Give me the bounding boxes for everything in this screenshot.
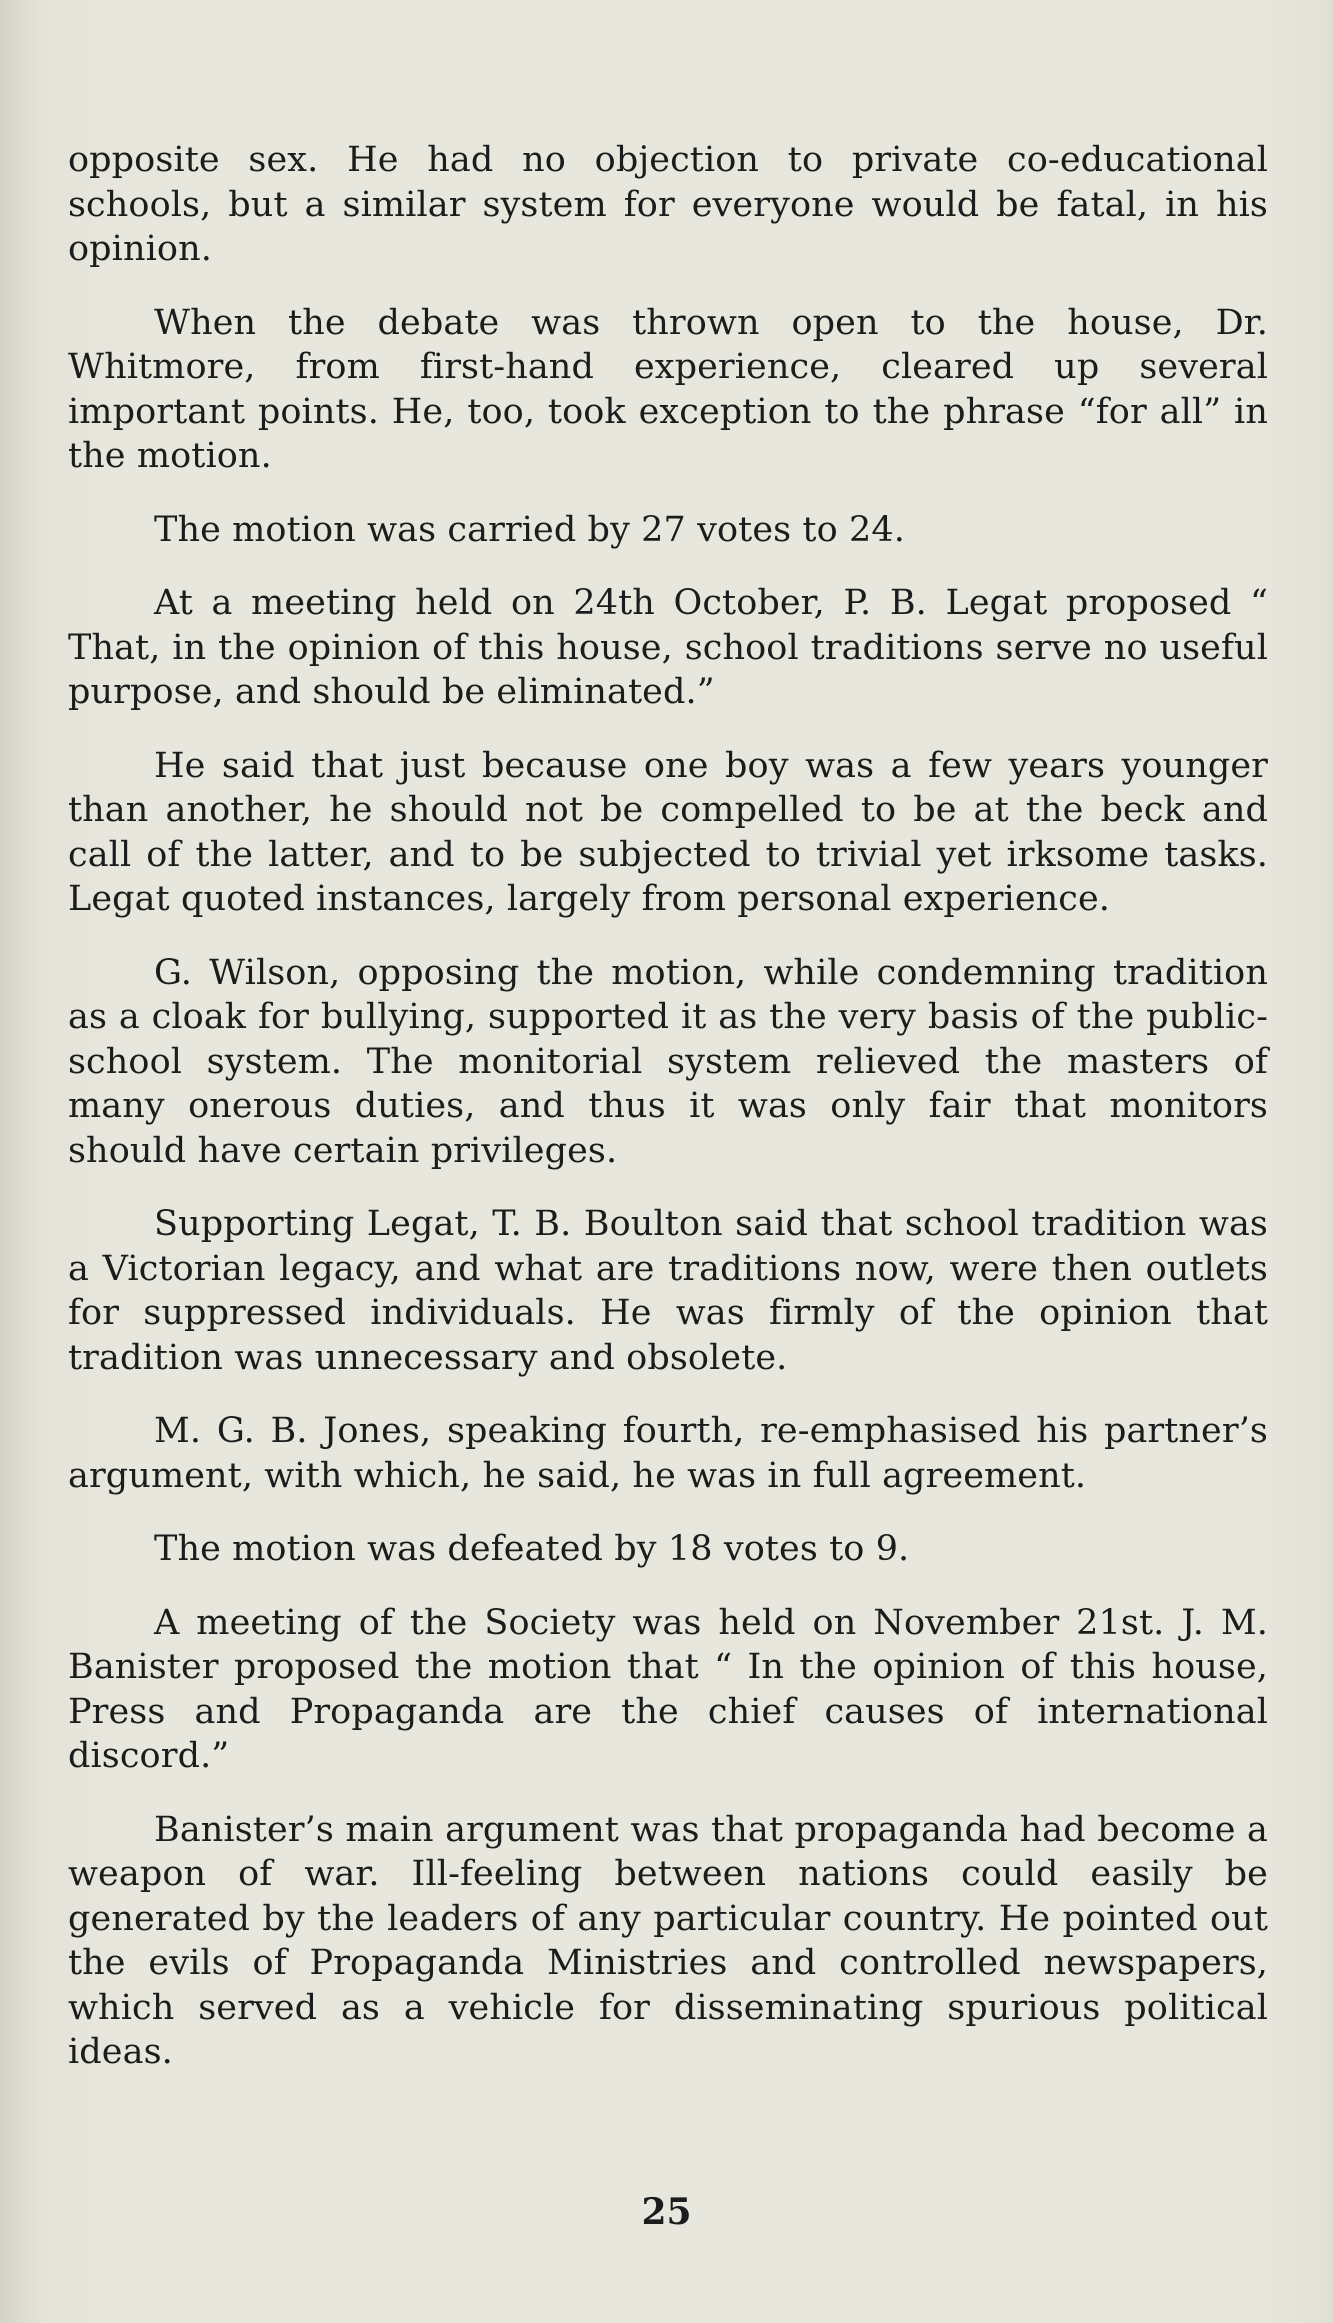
- paragraph-jones-fourth: M. G. B. Jones, speaking fourth, re-emphasised his partner’s argument, with which, he said, he was in full agreement.: [68, 1411, 1268, 1496]
- paragraph-press-motion: A meeting of the Society was held on November 21st. J. M. Banister proposed the motion that “ In the opinion of this house, Press and Propaganda are the chief causes of international discord.”: [68, 1602, 1268, 1776]
- page-number: 25: [641, 2191, 692, 2233]
- paragraph-banister-argument: Banister’s main argument was that propaganda had become a weapon of war. Ill-feeling between nations could easily be generated by the leaders of any particular country. He pointed out the evils of Propaganda Ministries and controlled newspapers, which served as a vehicle for disseminating spurious political ideas.: [68, 1809, 1268, 2072]
- paragraph-wilson-opposing: G. Wilson, opposing the motion, while condemning tradition as a cloak for bullying, supported it as the very basis of the public-school system. The monitorial system relieved the masters of many onerous duties, and thus it was only fair that monitors should have certain privileges.: [68, 952, 1268, 1171]
- paragraph-continuation: opposite sex. He had no objection to private co-educational schools, but a similar system for everyone would be fatal, in his opinion.: [68, 140, 1268, 269]
- paragraph-motion-defeated: The motion was defeated by 18 votes to 9.: [154, 1529, 910, 1569]
- page-body: [68, 138, 1268, 2104]
- paragraph-debate-open: When the debate was thrown open to the house, Dr. Whitmore, from first-hand experience, cleared up several important points. He, too, took exception to the phrase “for all” in the motion.: [68, 302, 1268, 476]
- paragraph-traditions-motion: At a meeting held on 24th October, P. B. Legat proposed “ That, in the opinion of this house, school traditions serve no useful purpose, and should be eliminated.”: [68, 583, 1268, 712]
- paragraph-legat-argument: He said that just because one boy was a few years younger than another, he should not be compelled to be at the beck and call of the latter, and to be subjected to trivial yet irksome tasks. Legat quoted instances, largely from personal experience.: [68, 745, 1268, 919]
- paragraph-motion-carried: The motion was carried by 27 votes to 24.: [154, 509, 905, 550]
- paragraph-boulton-supporting: Supporting Legat, T. B. Boulton said that school tradition was a Victorian legacy, and what are traditions now, were then outlets for suppressed individuals. He was firmly of the opinion that tradition was unnecessary and obsolete.: [68, 1204, 1268, 1378]
